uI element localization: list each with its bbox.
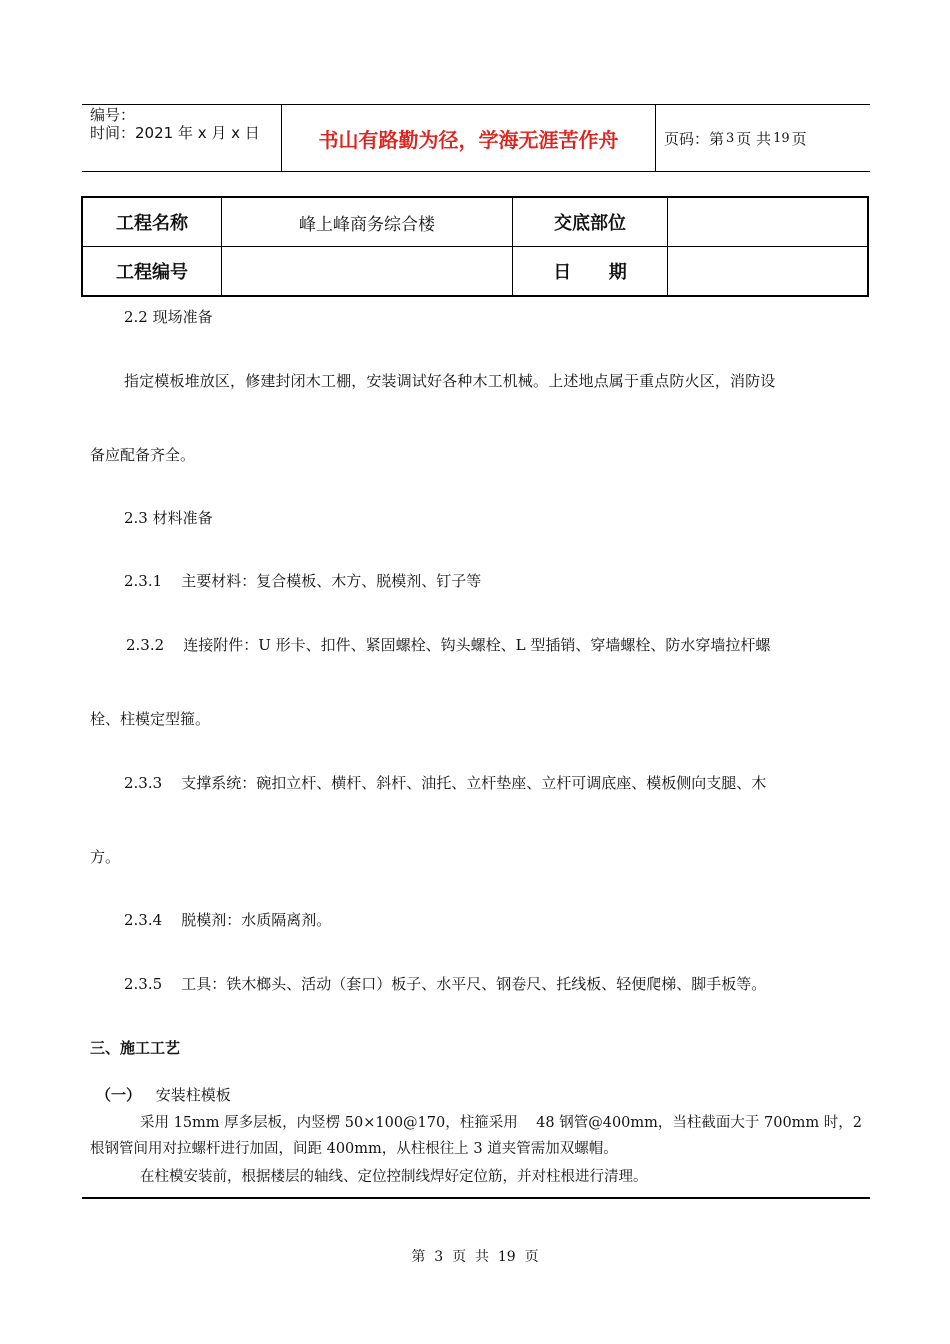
- section-2-2-text-line1: 指定模板堆放区，修建封闭木工棚，安装调试好各种木工机械。上述地点属于重点防火区，消防设: [124, 372, 776, 390]
- header-divider-right: [655, 104, 656, 172]
- section-3-1-title: 安装柱模板: [155, 1086, 231, 1104]
- footer-rule: [82, 1197, 870, 1199]
- header-code-label: 编号：: [90, 106, 136, 124]
- project-number-value: [222, 247, 513, 297]
- section-2-3-2-line1: 2.3.2 连接附件：U 形卡、扣件、紧固螺栓、钩头螺栓、L 型插销、穿墙螺栓、防水穿墙拉杆螺: [126, 636, 771, 654]
- page-code-mid: 页 共: [736, 129, 772, 148]
- section-2-2-title: 2.2 现场准备: [124, 308, 213, 326]
- date-value: [668, 247, 869, 297]
- section-2-3-title: 2.3 材料准备: [124, 509, 213, 527]
- table-row: [82, 197, 868, 247]
- page-code-current: 3: [726, 130, 735, 146]
- section-3-1-para1-line1: 采用 15mm 厚多层板，内竖楞 50×100@170，柱箍采用 48 钢管@400mm，当柱截面大于 700mm 时，2: [140, 1115, 863, 1131]
- date-label: 日 期: [513, 247, 668, 297]
- handover-part-label: 交底部位: [513, 197, 668, 247]
- section-2-3-3-line2: 方。: [90, 848, 121, 866]
- section-3-title: 三、施工工艺: [90, 1039, 181, 1057]
- section-3-1-heading: [96, 1085, 231, 1105]
- project-info-table: [81, 196, 869, 297]
- header-motto: 书山有路勤为径，学海无涯苦作舟: [318, 127, 619, 152]
- section-2-3-1: 2.3.1 主要材料：复合模板、木方、脱模剂、钉子等: [124, 572, 482, 590]
- table-row: [82, 247, 868, 297]
- page-code-total: 19: [773, 130, 790, 146]
- header-meta: [90, 106, 260, 142]
- section-3-1-para2: 在柱模安装前，根据楼层的轴线、定位控制线焊好定位筋，并对柱根进行清理。: [140, 1169, 648, 1185]
- project-name-value: 峰上峰商务综合楼: [222, 197, 513, 247]
- header-page-code: [664, 104, 807, 172]
- section-2-3-3-line1: 2.3.3 支撑系统：碗扣立杆、横杆、斜杆、油托、立杆垫座、立杆可调底座、模板侧向支腿、木: [124, 774, 767, 792]
- section-2-2-text-line2: 备应配备齐全。: [90, 446, 196, 464]
- section-3-1-para1-line2: 根钢管间用对拉螺杆进行加固，间距 400mm，从柱根往上 3 道夹管需加双螺帽。: [90, 1141, 618, 1157]
- page-footer: 第 3 页 共 19 页: [411, 1249, 539, 1265]
- handover-part-value: [668, 197, 869, 247]
- project-number-label: 工程编号: [82, 247, 222, 297]
- section-2-3-2-line2: 栓、柱模定型箍。: [90, 710, 211, 728]
- page-code-prefix: 页码：第: [664, 129, 725, 148]
- project-name-label: 工程名称: [82, 197, 222, 247]
- section-2-3-5: 2.3.5 工具：铁木榔头、活动（套口）板子、水平尺、钢卷尺、托线板、轻便爬梯、脚手板等。: [124, 975, 767, 993]
- section-3-1-number: （一）: [96, 1086, 142, 1104]
- header-date-label: 时间：2021 年 x 月 x 日: [90, 124, 260, 142]
- section-2-3-4: 2.3.4 脱模剂：水质隔离剂。: [124, 911, 332, 929]
- page-code-suffix: 页: [791, 129, 807, 148]
